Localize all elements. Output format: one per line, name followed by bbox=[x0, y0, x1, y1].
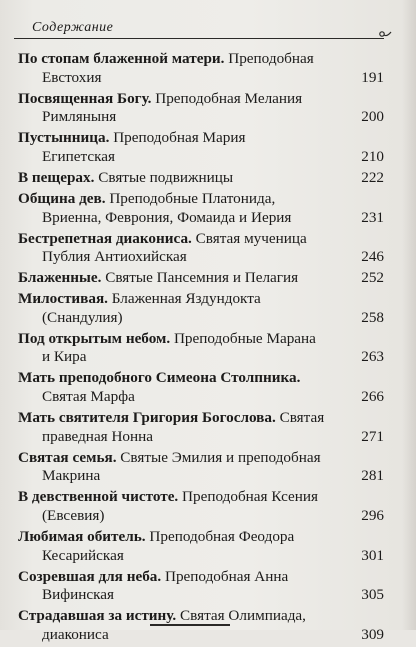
toc-entry bbox=[18, 230, 384, 267]
toc-entry-subtitle: Преподобные Платонида, bbox=[105, 189, 276, 207]
toc-page-number: 231 bbox=[361, 208, 384, 226]
toc-entry bbox=[18, 90, 384, 127]
toc-entry-subtitle: Преподобная Феодора bbox=[145, 527, 295, 545]
toc-page-number: 258 bbox=[361, 308, 384, 326]
toc-entry-line bbox=[18, 209, 384, 228]
toc-page-number: 191 bbox=[361, 68, 384, 86]
toc-entry-line bbox=[18, 528, 384, 547]
toc-entry-subtitle: Святая bbox=[275, 409, 325, 427]
toc-entry bbox=[18, 449, 384, 486]
toc-entry-line bbox=[18, 467, 384, 486]
toc-entry-heading: Страдавшая за истину. bbox=[18, 607, 177, 625]
toc-entry-subtitle: Святые Пансемния и Пелагия bbox=[101, 269, 299, 287]
toc-entry-line bbox=[18, 547, 384, 566]
toc-entry-continuation: и Кира bbox=[42, 348, 87, 366]
toc-entry bbox=[18, 169, 384, 188]
toc-entry-subtitle: Святая мученица bbox=[191, 229, 307, 247]
running-header bbox=[14, 18, 396, 40]
toc-entry-subtitle: Святые подвижницы bbox=[94, 168, 234, 186]
toc-entry-continuation: Кесарийская bbox=[42, 546, 124, 564]
toc-entry-continuation: Египетская bbox=[42, 147, 115, 165]
toc-entry-subtitle: Преподобная Мелания bbox=[151, 89, 303, 107]
toc-entry-heading: Пустынница. bbox=[18, 129, 110, 147]
toc-entry-continuation: Евстохия bbox=[42, 68, 102, 86]
toc-entry-line bbox=[18, 330, 384, 349]
ornament-icon bbox=[378, 28, 392, 38]
toc-entry bbox=[18, 369, 384, 406]
toc-page-number: 266 bbox=[361, 388, 384, 406]
toc-entry-line bbox=[18, 348, 384, 367]
toc-entry-line bbox=[18, 507, 384, 526]
toc-entry-line bbox=[18, 388, 384, 407]
table-of-contents bbox=[18, 50, 384, 647]
toc-entry bbox=[18, 528, 384, 565]
toc-entry-line bbox=[18, 607, 384, 626]
toc-entry-line bbox=[18, 428, 384, 447]
toc-entry-line bbox=[18, 190, 384, 209]
toc-entry-line bbox=[18, 269, 384, 288]
toc-entry-line bbox=[18, 230, 384, 249]
toc-entry-continuation: Вриенна, Феврония, Фомаида и Иерия bbox=[42, 208, 292, 226]
toc-entry bbox=[18, 269, 384, 288]
toc-entry bbox=[18, 190, 384, 227]
toc-entry-subtitle: Преподобная bbox=[224, 50, 314, 67]
header-title: Содержание bbox=[32, 20, 114, 35]
toc-page-number: 210 bbox=[361, 147, 384, 165]
toc-entry-line bbox=[18, 50, 384, 69]
toc-entry-subtitle: Преподобные Марана bbox=[170, 329, 316, 347]
toc-entry-heading: Мать преподобного Симеона Столпника. bbox=[18, 369, 301, 387]
toc-page-number: 246 bbox=[361, 248, 384, 266]
page-bottom-mark bbox=[150, 624, 230, 632]
toc-entry-line bbox=[18, 129, 384, 148]
toc-entry-heading: Милостивая. bbox=[18, 290, 108, 308]
toc-entry-heading: Мать святителя Григория Богослова. bbox=[18, 409, 276, 427]
toc-entry-heading: Созревшая для неба. bbox=[18, 567, 162, 585]
toc-page-number: 305 bbox=[361, 586, 384, 604]
toc-page-number: 263 bbox=[361, 348, 384, 366]
toc-entry-continuation: Публия Антиохийская bbox=[42, 248, 187, 266]
header-rule bbox=[14, 38, 384, 39]
toc-entry bbox=[18, 568, 384, 605]
toc-entry bbox=[18, 409, 384, 446]
toc-entry-continuation: Римляныня bbox=[42, 108, 117, 126]
toc-entry bbox=[18, 129, 384, 166]
toc-entry-continuation: диакониса bbox=[42, 625, 109, 643]
toc-entry-heading: По стопам блаженной матери. bbox=[18, 50, 225, 67]
toc-entry bbox=[18, 290, 384, 327]
toc-entry-heading: В девственной чистоте. bbox=[18, 488, 179, 506]
toc-entry-line bbox=[18, 488, 384, 507]
toc-entry-heading: Любимая обитель. bbox=[18, 527, 146, 545]
toc-entry-subtitle: Святые Эмилия и преподобная bbox=[116, 448, 321, 466]
toc-page-number: 296 bbox=[361, 506, 384, 524]
toc-entry-heading: Посвященная Богу. bbox=[18, 89, 152, 107]
toc-entry-line bbox=[18, 586, 384, 605]
toc-entry-line bbox=[18, 290, 384, 309]
toc-entry-line bbox=[18, 409, 384, 428]
toc-entry-line bbox=[18, 568, 384, 587]
toc-entry-heading: Община дев. bbox=[18, 189, 106, 207]
toc-entry-continuation: Вифинская bbox=[42, 586, 114, 604]
toc-page-number: 222 bbox=[361, 168, 384, 186]
toc-entry bbox=[18, 330, 384, 367]
toc-entry-subtitle: Святая Олимпиада, bbox=[176, 607, 306, 625]
toc-entry-subtitle: Преподобная Анна bbox=[161, 567, 289, 585]
toc-page-number: 271 bbox=[361, 427, 384, 445]
toc-entry bbox=[18, 50, 384, 87]
toc-entry-heading: В пещерах. bbox=[18, 168, 95, 186]
toc-entry-continuation: (Евсевия) bbox=[42, 506, 105, 524]
toc-page-number: 252 bbox=[361, 269, 384, 287]
toc-entry-line bbox=[18, 148, 384, 167]
toc-entry-subtitle: Преподобная Мария bbox=[109, 129, 246, 147]
toc-entry-continuation: праведная Нонна bbox=[42, 427, 154, 445]
toc-entry-line bbox=[18, 69, 384, 88]
toc-entry-continuation: (Снандулия) bbox=[42, 308, 123, 326]
toc-entry-heading: Бестрепетная диакониса. bbox=[18, 229, 192, 247]
toc-page-number: 301 bbox=[361, 546, 384, 564]
toc-entry-continuation: Макрина bbox=[42, 467, 101, 485]
toc-entry bbox=[18, 488, 384, 525]
toc-entry-heading: Святая семья. bbox=[18, 448, 117, 466]
toc-entry-line bbox=[18, 90, 384, 109]
toc-entry-line bbox=[18, 248, 384, 267]
toc-page-number: 281 bbox=[361, 467, 384, 485]
toc-entry-line bbox=[18, 108, 384, 127]
toc-page-number: 200 bbox=[361, 108, 384, 126]
toc-entry-line bbox=[18, 309, 384, 328]
toc-entry-line bbox=[18, 169, 384, 188]
toc-entry-subtitle: Блаженная Яздундокта bbox=[107, 290, 261, 308]
toc-page-number: 309 bbox=[361, 625, 384, 643]
toc-entry-subtitle: Преподобная Ксения bbox=[178, 488, 318, 506]
page-edge-shadow bbox=[402, 0, 416, 630]
toc-entry-heading: Под открытым небом. bbox=[18, 329, 171, 347]
toc-entry-line bbox=[18, 449, 384, 468]
toc-entry-continuation: Святая Марфа bbox=[42, 388, 135, 406]
toc-entry-heading: Блаженные. bbox=[18, 269, 102, 287]
toc-entry-line bbox=[18, 369, 384, 388]
